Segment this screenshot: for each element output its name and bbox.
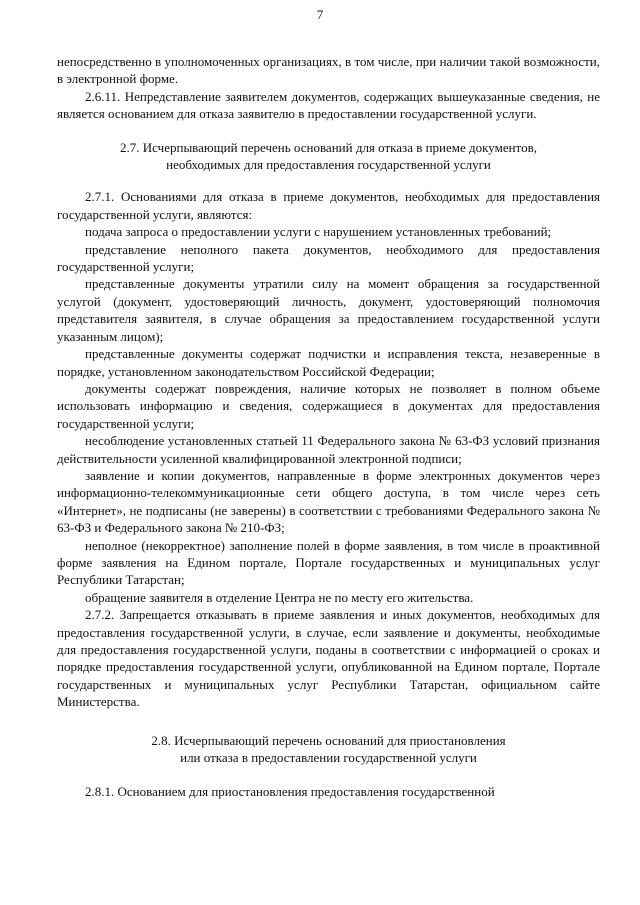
section-heading-2-7-line-2: необходимых для предоставления государственной услуги <box>166 157 491 173</box>
list-item-incomplete-package: представление неполного пакета документов, необходимого для предоставления государственной услуги; <box>57 241 600 275</box>
section-heading-2-7-line-1: 2.7. Исчерпывающий перечень оснований для отказа в приеме документов, <box>120 139 537 155</box>
list-item-signature-conditions: несоблюдение установленных статьей 11 Федерального закона № 63-ФЗ условий признания действительности усиленной квалифицированной электронной подписи; <box>57 433 600 466</box>
paragraph-2-7-2: 2.7.2. Запрещается отказывать в приеме заявления и иных документов, необходимых для предоставления государственной услуги, в случае, если заявление и документы, необходимые для предоставления государственной услуги, поданы в соответствии с информацией о сроках и порядке предоставления государственной услуги, опубликованной на Едином портале, Портале государственных и муниципальных услуг Республики Татарстан, официальном сайте Министерства. <box>57 607 600 710</box>
document-body <box>57 53 600 801</box>
paragraph-2-8-1: 2.8.1. Основанием для приостановления предоставления государственной <box>85 784 495 800</box>
list-item-incomplete-form: неполное (некорректное) заполнение полей в форме заявления, в том числе в проактивной форме заявления на Едином портале, Портале государственных и муниципальных услуг Республики Татарстан; <box>57 537 600 588</box>
section-heading-2-8-line-1: 2.8. Исчерпывающий перечень оснований для приостановления <box>151 732 506 748</box>
list-item-damaged-documents: документы содержат повреждения, наличие которых не позволяет в полном объеме использовать информацию и сведения, содержащиеся в документах для предоставления государственной услуги; <box>57 380 600 431</box>
page-number: 7 <box>316 7 324 22</box>
list-item-expired-documents: представленные документы утратили силу на момент обращения за государственной услугой (документ, удостоверяющий личность, документ, удостоверяющий полномочия представителя заявителя, в случае обращения за предоставлением государственной услуги указанным лицом); <box>57 276 600 344</box>
paragraph-2-6-11: 2.6.11. Непредставление заявителем документов, содержащих вышеуказанные сведения, не является основанием для отказа заявителю в предоставлении государственной услуги. <box>57 88 600 122</box>
list-item-wrong-office: обращение заявителя в отделение Центра не по месту его жительства. <box>85 589 474 605</box>
section-heading-2-8 <box>57 732 600 767</box>
list-item-corrections: представленные документы содержат подчистки и исправления текста, незаверенные в порядке, установленном законодательством Российской Федерации; <box>57 346 600 379</box>
section-heading-2-8-line-2: или отказа в предоставлении государственной услуги <box>180 750 477 766</box>
paragraph-continuation: непосредственно в уполномоченных организациях, в том числе, при наличии такой возможности, в электронной форме. <box>57 54 600 87</box>
list-item-unsigned-electronic: заявление и копии документов, направленные в форме электронных документов через информационно-телекоммуникационные сети общего доступа, в том числе через сеть «Интернет», не подписаны (не заверены) в соответствии с требованиями Федерального закона № 63-ФЗ и Федерального закона № 210-ФЗ; <box>57 467 600 536</box>
section-heading-2-7 <box>57 139 600 174</box>
paragraph-2-7-1: 2.7.1. Основаниями для отказа в приеме документов, необходимых для предоставления государственной услуги, являются: <box>57 189 600 222</box>
list-item-request-violation: подача запроса о предоставлении услуги с нарушением установленных требований; <box>85 224 552 240</box>
